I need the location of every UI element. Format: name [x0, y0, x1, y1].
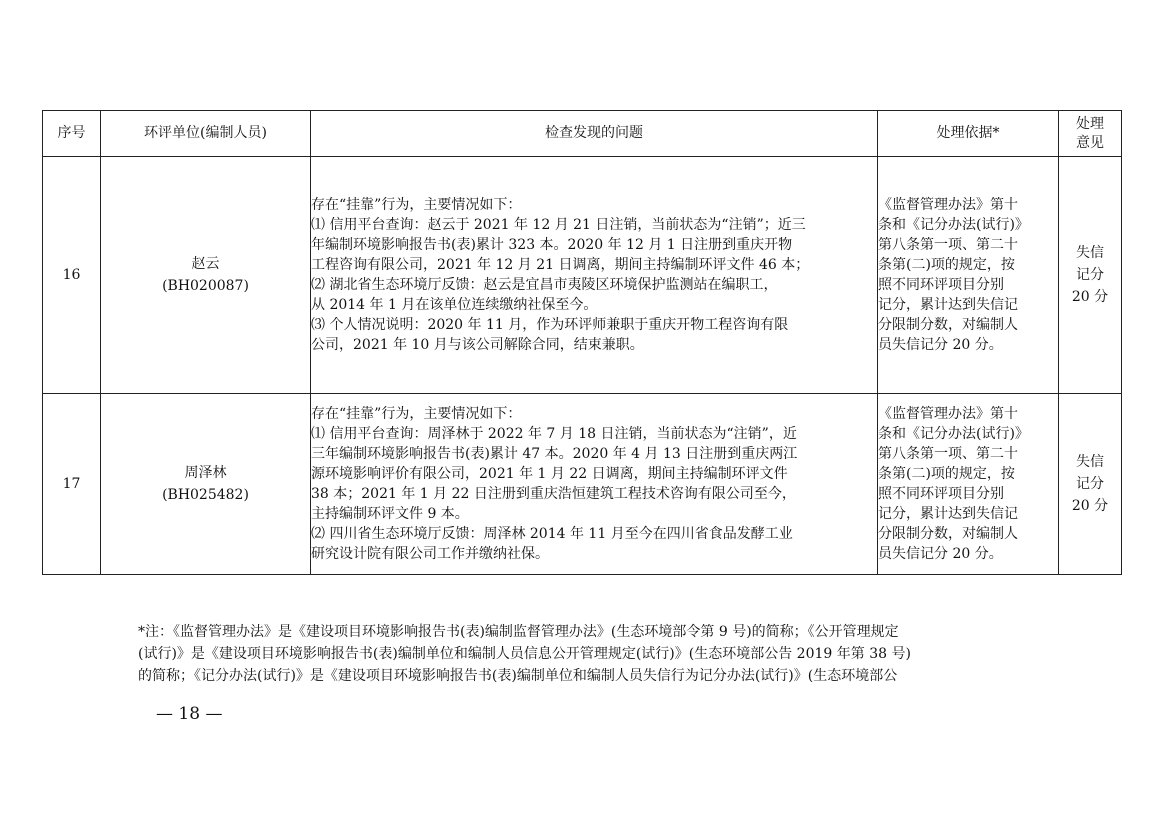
row-basis: [878, 394, 1059, 575]
person-code: (BH020087): [162, 278, 249, 294]
issue-line: 从 2014 年 1 月在该单位连续缴纳社保至今。: [311, 297, 598, 313]
table-header-row: [43, 111, 1122, 157]
basis-line: 条和《记分办法(试行)》: [878, 426, 1029, 442]
issue-line: 存在“挂靠”行为，主要情况如下：: [311, 197, 522, 213]
issue-line: 公司，2021 年 10 月与该公司解除合同，结束兼职。: [311, 337, 644, 353]
row-unit: [101, 157, 311, 394]
inspection-results-table: [42, 110, 1122, 575]
row-seq: 17: [43, 394, 101, 575]
basis-line: 条第(二)项的规定，按: [878, 257, 1015, 273]
issue-line: 研究设计院有限公司工作并缴纳社保。: [311, 546, 549, 562]
basis-line: 员失信记分 20 分。: [878, 337, 1003, 353]
basis-line: 第八条第一项、第二十: [878, 446, 1018, 462]
issue-line: 存在“挂靠”行为，主要情况如下：: [311, 406, 522, 422]
basis-line: 条第(二)项的规定，按: [878, 466, 1015, 482]
person-name: 赵云: [191, 256, 220, 272]
issue-line: 38 本；2021 年 1 月 22 日注册到重庆浩恒建筑工程技术咨询有限公司至今，: [311, 486, 796, 502]
header-basis: 处理依据*: [878, 111, 1059, 157]
person-name: 周泽林: [184, 465, 227, 481]
person-code: (BH025482): [162, 487, 249, 503]
row-opinion: [1059, 394, 1122, 575]
basis-line: 分限制分数，对编制人: [878, 317, 1018, 333]
opinion-line: 记分: [1076, 476, 1104, 492]
issue-line: 工程咨询有限公司，2021 年 12 月 21 日调离，期间主持编制环评文件 46 本；: [311, 257, 810, 273]
issue-line: ⑴ 信用平台查询：周泽林于 2022 年 7 月 18 日注销，当前状态为“注销”，近: [311, 426, 797, 442]
opinion-line: 记分: [1076, 267, 1104, 283]
header-seq: 序号: [43, 111, 101, 157]
header-opinion-line2: 意见: [1076, 134, 1104, 151]
opinion-line: 20 分: [1071, 289, 1109, 305]
row-seq: 16: [43, 157, 101, 394]
row-basis: [878, 157, 1059, 394]
table-row: [43, 394, 1122, 575]
table-row: [43, 157, 1122, 394]
issue-line: ⑵ 四川省生态环境厅反馈：周泽林 2014 年 11 月至今在四川省食品发酵工业: [311, 526, 793, 542]
header-opinion: [1059, 111, 1122, 157]
basis-line: 条和《记分办法(试行)》: [878, 217, 1029, 233]
opinion-line: 失信: [1076, 245, 1104, 261]
opinion-line: 20 分: [1071, 498, 1109, 514]
basis-line: 《监督管理办法》第十: [878, 197, 1018, 213]
basis-line: 分限制分数，对编制人: [878, 526, 1018, 542]
basis-line: 《监督管理办法》第十: [878, 406, 1018, 422]
basis-line: 照不同环评项目分别: [878, 277, 1004, 293]
basis-line: 记分，累计达到失信记: [878, 297, 1018, 313]
basis-line: 记分，累计达到失信记: [878, 506, 1018, 522]
footnote: [138, 621, 1038, 687]
issue-line: 三年编制环境影响报告书(表)累计 47 本。2020 年 4 月 13 日注册到重庆两江: [311, 446, 798, 462]
row-issue: [311, 394, 878, 575]
issue-line: ⑵ 湖北省生态环境厅反馈：赵云是宜昌市夷陵区环境保护监测站在编职工，: [311, 277, 778, 293]
basis-line: 照不同环评项目分别: [878, 486, 1004, 502]
issue-line: 主持编制环评文件 9 本。: [311, 506, 469, 522]
basis-line: 第八条第一项、第二十: [878, 237, 1018, 253]
header-opinion-line1: 处理: [1076, 115, 1104, 132]
row-opinion: [1059, 157, 1122, 394]
issue-line: 源环境影响评价有限公司，2021 年 1 月 22 日调离，期间主持编制环评文件: [311, 466, 788, 482]
page-number: — 18 —: [156, 704, 223, 724]
opinion-line: 失信: [1076, 454, 1104, 470]
footnote-line: 的简称；《记分办法(试行)》是《建设项目环境影响报告书(表)编制单位和编制人员失信行为记分办法(试行)》(生态环境部公: [138, 668, 898, 684]
footnote-line: (试行)》是《建设项目环境影响报告书(表)编制单位和编制人员信息公开管理规定(试行)》(生态环境部公告 2019 年第 38 号): [138, 646, 911, 662]
footnote-line: *注：《监督管理办法》是《建设项目环境影响报告书(表)编制监督管理办法》(生态环境部令第 9 号)的简称；《公开管理规定: [138, 624, 899, 640]
header-unit: 环评单位(编制人员): [101, 111, 311, 157]
issue-line: ⑶ 个人情况说明：2020 年 11 月，作为环评师兼职于重庆开物工程咨询有限: [311, 317, 789, 333]
header-issue: 检查发现的问题: [311, 111, 878, 157]
basis-line: 员失信记分 20 分。: [878, 546, 1003, 562]
issue-line: 年编制环境影响报告书(表)累计 323 本。2020 年 12 月 1 日注册到重庆开物: [311, 237, 793, 253]
row-issue: [311, 157, 878, 394]
row-unit: [101, 394, 311, 575]
issue-line: ⑴ 信用平台查询：赵云于 2021 年 12 月 21 日注销，当前状态为“注销”；近三: [311, 217, 806, 233]
